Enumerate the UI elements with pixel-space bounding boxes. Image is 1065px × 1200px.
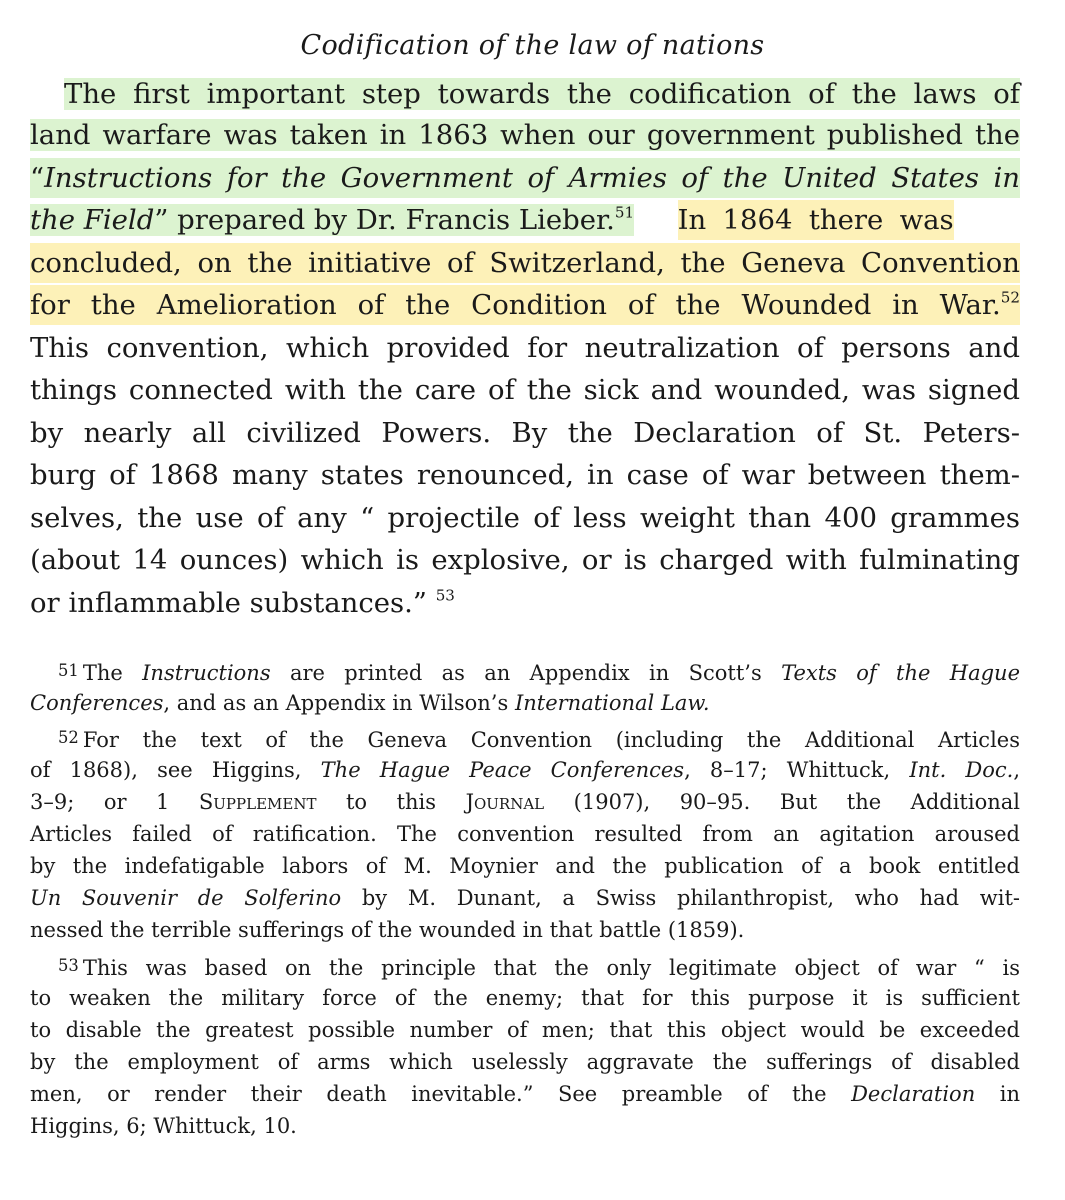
paragraph-line-8: things connected with the care of the sick and wounded, was signed (30, 374, 1020, 406)
paragraph-line-10: burg of 1868 many states renounced, in case of war between them- (30, 459, 1020, 491)
footnote-53-line-2: to weaken the military force of the enemy; that for this purpose it is sufficient (30, 986, 1020, 1010)
paragraph-line-12: (about 14 ounces) which is explosive, or is charged with fulminating (30, 544, 1020, 576)
green-highlight[interactable] (30, 204, 634, 236)
footnote-number: 51 (58, 661, 79, 680)
footnote-number: 53 (58, 956, 79, 975)
paragraph-line-9: by nearly all civilized Powers. By the Declaration of St. Peters- (30, 417, 1020, 449)
green-highlight[interactable]: The first important step towards the codification of the laws of (64, 78, 1020, 110)
footnote-52-line-3: 3–9; or 1 Supplement to this Journal (1907), 90–95. But the Additional (30, 790, 1020, 814)
footnote-53-line-4: by the employment of arms which uselessly aggravate the sufferings of disabled (30, 1050, 1020, 1074)
paragraph-line-2 (30, 115, 1020, 155)
footnote-52-line-5: by the indefatigable labors of M. Moynier and the publication of a book entitled (30, 854, 1020, 878)
paragraph-line-1 (30, 74, 1020, 114)
footnote-52-line-4: Articles failed of ratification. The convention resulted from an agitation aroused (30, 822, 1020, 846)
italic-title: the Field (30, 204, 155, 236)
footnote-52-line-1: 52 For the text of the Geneva Convention (including the Additional Articles (58, 728, 1020, 753)
text-run: or inflammable substances.” (30, 587, 436, 619)
footnote-52-line-7: nessed the terrible sufferings of the wounded in that battle (1859). (30, 918, 745, 942)
green-highlight[interactable]: land warfare was taken in 1863 when our government published the (30, 119, 1020, 151)
footnote-51-line-1: 51 The Instructions are printed as an Appendix in Scott’s Texts of the Hague (58, 661, 1020, 686)
open-quote: “ (30, 162, 45, 194)
footnote-51-line-2: Conferences, and as an Appendix in Wilson’s International Law. (30, 691, 710, 715)
footnote-ref-53[interactable]: 53 (435, 586, 455, 605)
italic-title: Instructions for the Government of Armies of the United States in (44, 162, 1020, 194)
footnote-53-line-3: to disable the greatest possible number of men; that this object would be exceeded (30, 1018, 1020, 1042)
paragraph-line-11: selves, the use of any “ projectile of less weight than 400 grammes (30, 502, 1020, 534)
footnote-52-line-6: Un Souvenir de Solferino by M. Dunant, a Swiss philanthropist, who had wit- (30, 886, 1020, 910)
paragraph-line-13 (30, 583, 1020, 623)
paragraph-line-6[interactable] (30, 285, 1020, 325)
text-run: ” prepared by Dr. Francis Lieber. (154, 204, 615, 236)
footnote-53-line-5: men, or render their death inevitable.” See preamble of the Declaration in (30, 1082, 1021, 1106)
paragraph-line-7: This convention, which provided for neutralization of persons and (30, 332, 1020, 364)
footnote-52-line-2: of 1868), see Higgins, The Hague Peace Conferences, 8–17; Whittuck, Int. Doc., (30, 758, 1021, 782)
running-heading: Codification of the law of nations (300, 30, 765, 61)
footnote-ref-51[interactable]: 51 (614, 203, 635, 222)
footnote-53-line-6: Higgins, 6; Whittuck, 10. (30, 1114, 297, 1138)
yellow-highlight[interactable]: In 1864 there was (678, 200, 954, 240)
footnote-53-line-1: 53 This was based on the principle that the only legitimate object of war “ is (58, 956, 1020, 981)
text-run: for the Amelioration of the Condition of the Wounded in War. (30, 289, 1001, 321)
paragraph-line-5[interactable] (30, 243, 1020, 283)
text-run: concluded, on the initiative of Switzerland, the Geneva Convention (30, 247, 1020, 279)
footnote-number: 52 (58, 728, 79, 747)
paragraph-line-3[interactable] (30, 158, 1020, 198)
footnote-ref-52[interactable]: 52 (1000, 288, 1020, 307)
paragraph-line-4 (30, 200, 1020, 240)
